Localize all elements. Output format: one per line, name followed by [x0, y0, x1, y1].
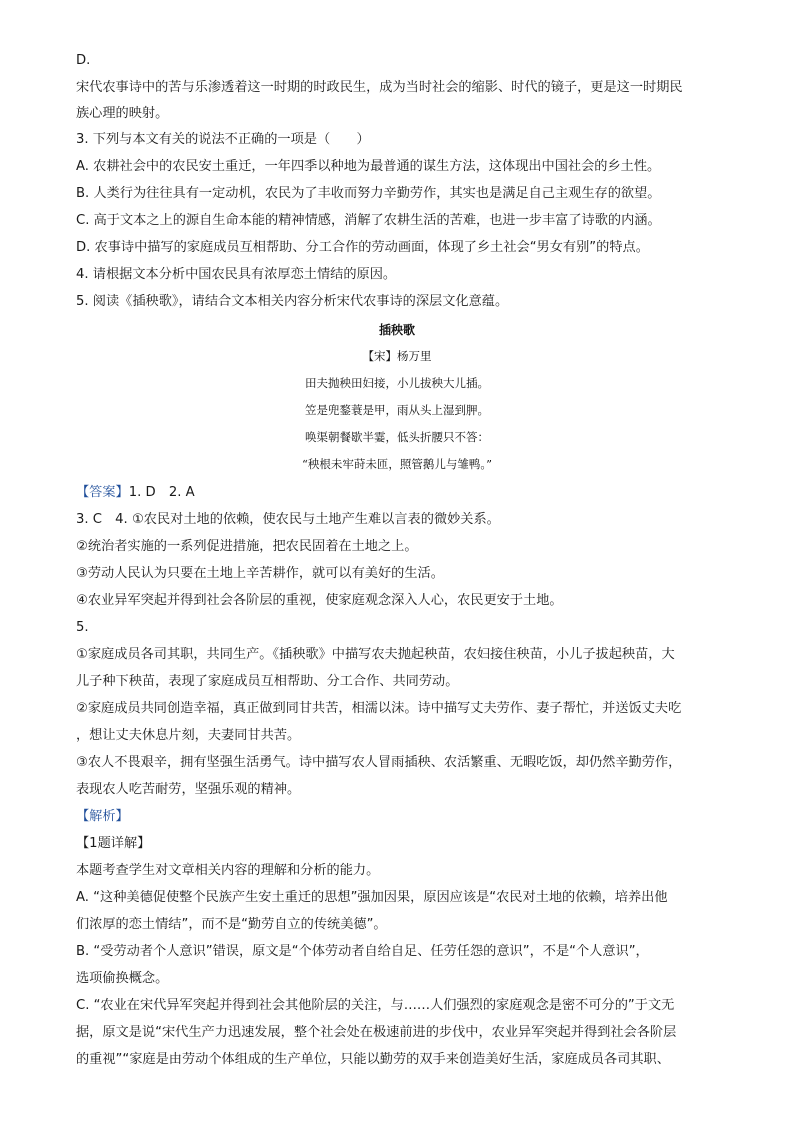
- analysis-tag: 【解析】: [76, 809, 129, 824]
- analysis-line: 据，原文是说“宋代生产力迅速发展，整个社会处在极速前进的步伐中，农业异军突起并得到社会各阶层: [76, 1025, 677, 1040]
- answer-line: ④农业异军突起并得到社会各阶层的重视，使家庭观念深入人心，农民更安于土地。: [76, 593, 563, 608]
- analysis-line: A. “这种美德促使整个民族产生安土重迁的思想”强加因果，原因应该是“农民对土地的依赖，培养出他: [76, 890, 668, 905]
- answer-tag: 【答案】: [76, 485, 129, 500]
- answer-header: [76, 484, 726, 502]
- poem-line-4: “秧根未牢莳未匝，照管鹅儿与雏鸭。”: [301, 457, 492, 471]
- analysis-subtitle: 【1题详解】: [76, 836, 151, 851]
- question-4: 4. 请根据文本分析中国农民具有浓厚恋土情结的原因。: [76, 267, 397, 282]
- option-d-text-line-2: 族心理的映射。: [76, 106, 169, 121]
- analysis-line: 们浓厚的恋土情结”，而不是“勤劳自立的传统美德”。: [76, 917, 387, 932]
- analysis-line: 选项偷换概念。: [76, 971, 169, 986]
- answer-line: 儿子种下秧苗，表现了家庭成员互相帮助、分工合作、共同劳动。: [76, 674, 459, 689]
- poem-line-1: 田夫抛秧田妇接，小儿拔秧大儿插。: [305, 376, 489, 390]
- answer-line: 表现农人吃苦耐劳，坚强乐观的精神。: [76, 782, 301, 797]
- question-3-option-b: B. 人类行为往往具有一定动机，农民为了丰收而努力辛勤劳作，其实也是满足自己主观生存的欲望。: [76, 186, 661, 201]
- question-3: 3. 下列与本文有关的说法不正确的一项是（ ）: [76, 132, 370, 147]
- answer-line: 5.: [76, 620, 89, 635]
- analysis-line: B. “受劳动者个人意识”错误，原文是“个体劳动者自给自足、任劳任怨的意识”，不是“个人意识”，: [76, 944, 649, 959]
- question-3-option-c: C. 高于文本之上的源自生命本能的精神情感，消解了农耕生活的苦难，也进一步丰富了诗歌的内涵。: [76, 213, 661, 228]
- analysis-line: 的重视”“家庭是由劳动个体组成的生产单位，只能以勤劳的双手来创造美好生活，家庭成员各司其职、: [76, 1052, 670, 1067]
- answer-line: ③农人不畏艰辛，拥有坚强生活勇气。诗中描写农人冒雨插秧、农活繁重、无暇吃饭，却仍然辛勤劳作，: [76, 755, 682, 770]
- poem-title: 插秧歌: [378, 323, 415, 337]
- answer-line: ，想让丈夫休息片刻，夫妻同甘共苦。: [76, 728, 301, 743]
- poem-line-2: 笠是兜鍪蓑是甲，雨从头上湿到胛。: [305, 403, 489, 417]
- answer-line: ①家庭成员各司其职，共同生产。《插秧歌》中描写农夫抛起秧苗，农妇接住秧苗，小儿子拔起秧苗，大: [76, 647, 675, 662]
- question-3-option-d: D. 农事诗中描写的家庭成员互相帮助、分工合作的劳动画面，体现了乡土社会“男女有别”的特点。: [76, 240, 649, 255]
- answer-line: ②家庭成员共同创造幸福，真正做到同甘共苦，相濡以沫。诗中描写丈夫劳作、妻子帮忙，并送饭丈夫吃: [76, 701, 682, 716]
- answer-line: ③劳动人民认为只要在土地上辛苦耕作，就可以有美好的生活。: [76, 566, 444, 581]
- poem-line-3: 唤渠朝餐歇半霎，低头折腰只不答：: [305, 430, 489, 444]
- poem-author: 【宋】杨万里: [362, 349, 432, 363]
- answer-line: 3. C 4. ①农民对土地的依赖，使农民与土地产生难以言表的微妙关系。: [76, 512, 500, 527]
- answer-line: ②统治者实施的一系列促进措施，把农民固着在土地之上。: [76, 539, 418, 554]
- answer-1-2: 1. D 2. A: [128, 485, 195, 500]
- option-d-text-line-1: 宋代农事诗中的苦与乐渗透着这一时期的时政民生，成为当时社会的缩影、时代的镜子，更是这一时期民: [76, 80, 683, 95]
- analysis-line: 本题考查学生对文章相关内容的理解和分析的能力。: [76, 863, 380, 878]
- question-5: 5. 阅读《插秧歌》，请结合文本相关内容分析宋代农事诗的深层文化意蕴。: [76, 294, 509, 309]
- question-3-option-a: A. 农耕社会中的农民安土重迁，一年四季以种地为最普通的谋生方法，这体现出中国社会的乡土性。: [76, 159, 661, 174]
- option-d-label: D.: [76, 53, 91, 68]
- analysis-line: C. “农业在宋代异军突起并得到社会其他阶层的关注，与……人们强烈的家庭观念是密不可分的”于文无: [76, 998, 675, 1013]
